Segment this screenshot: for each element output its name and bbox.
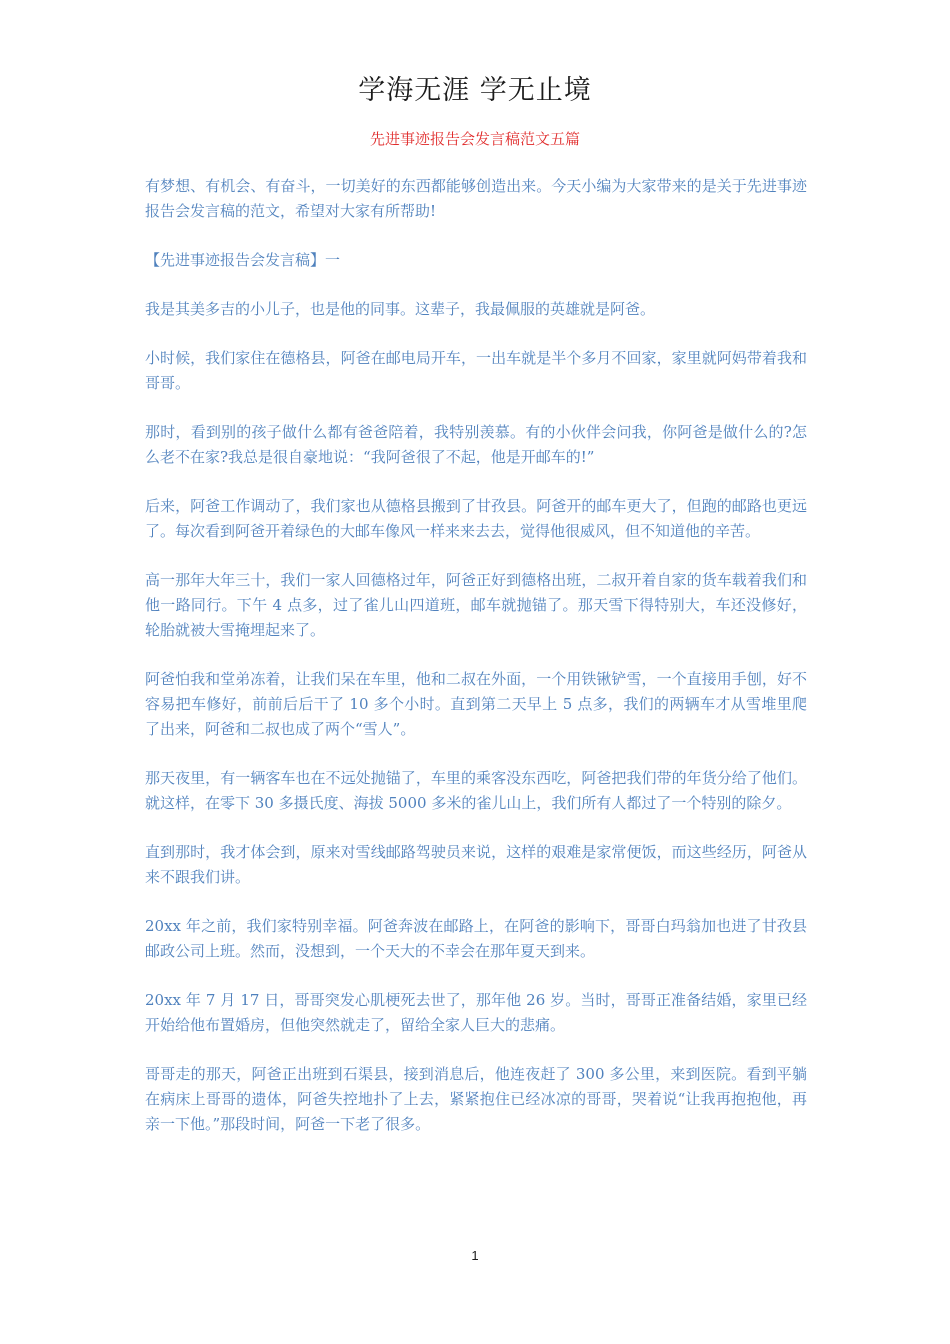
paragraph: 后来，阿爸工作调动了，我们家也从德格县搬到了甘孜县。阿爸开的邮车更大了，但跑的邮路也更远了。每次看到阿爸开着绿色的大邮车像风一样来来去去，觉得他很威风，但不知道他的辛苦。	[145, 497, 807, 540]
paragraph: 阿爸怕我和堂弟冻着，让我们呆在车里，他和二叔在外面，一个用铁锹铲雪，一个直接用手刨，好不容易把车修好，前前后后干了 10 多个小时。直到第二天早上 5 点多，我们的两辆车才从雪堆里爬了出来，阿爸和二叔也成了两个“雪人”。	[145, 670, 807, 738]
paragraph: 哥哥走的那天，阿爸正出班到石渠县，接到消息后，他连夜赶了 300 多公里，来到医院。看到平躺在病床上哥哥的遗体，阿爸失控地扑了上去，紧紧抱住已经冰凉的哥哥，哭着说“让我再抱抱他，再亲一下他。”那段时间，阿爸一下老了很多。	[145, 1065, 807, 1133]
paragraph: 有梦想、有机会、有奋斗，一切美好的东西都能够创造出来。今天小编为大家带来的是关于先进事迹报告会发言稿的范文，希望对大家有所帮助!	[145, 177, 807, 220]
section-heading: 【先进事迹报告会发言稿】一	[145, 251, 341, 269]
paragraph: 那时，看到别的孩子做什么都有爸爸陪着，我特别羡慕。有的小伙伴会问我，你阿爸是做什么的?怎么老不在家?我总是很自豪地说：“我阿爸很了不起，他是开邮车的!”	[145, 423, 807, 466]
header-title: 学海无涯 学无止境	[358, 75, 592, 106]
paragraph: 小时候，我们家住在德格县，阿爸在邮电局开车，一出车就是半个多月不回家，家里就阿妈带着我和哥哥。	[145, 349, 807, 392]
paragraph: 那天夜里，有一辆客车也在不远处抛锚了，车里的乘客没东西吃，阿爸把我们带的年货分给了他们。就这样，在零下 30 多摄氏度、海拔 5000 多米的雀儿山上，我们所有人都过了一个特别的除夕。	[145, 769, 807, 812]
paragraph: 20xx 年 7 月 17 日，哥哥突发心肌梗死去世了，那年他 26 岁。当时，哥哥正准备结婚，家里已经开始给他布置婚房，但他突然就走了，留给全家人巨大的悲痛。	[145, 991, 807, 1034]
page-number: 1	[471, 1248, 479, 1263]
paragraph: 我是其美多吉的小儿子，也是他的同事。这辈子，我最佩服的英雄就是阿爸。	[145, 300, 656, 318]
paragraph: 20xx 年之前，我们家特别幸福。阿爸奔波在邮路上，在阿爸的影响下，哥哥白玛翁加也进了甘孜县邮政公司上班。然而，没想到，一个天大的不幸会在那年夏天到来。	[145, 917, 807, 960]
document-title: 先进事迹报告会发言稿范文五篇	[369, 130, 580, 148]
paragraph: 高一那年大年三十，我们一家人回德格过年，阿爸正好到德格出班，二叔开着自家的货车载着我们和他一路同行。下午 4 点多，过了雀儿山四道班，邮车就抛锚了。那天雪下得特别大，车还没修好，轮胎就被大雪掩埋起来了。	[145, 571, 807, 639]
document-body	[145, 174, 807, 1161]
paragraph: 直到那时，我才体会到，原来对雪线邮路驾驶员来说，这样的艰难是家常便饭，而这些经历，阿爸从来不跟我们讲。	[145, 843, 807, 886]
